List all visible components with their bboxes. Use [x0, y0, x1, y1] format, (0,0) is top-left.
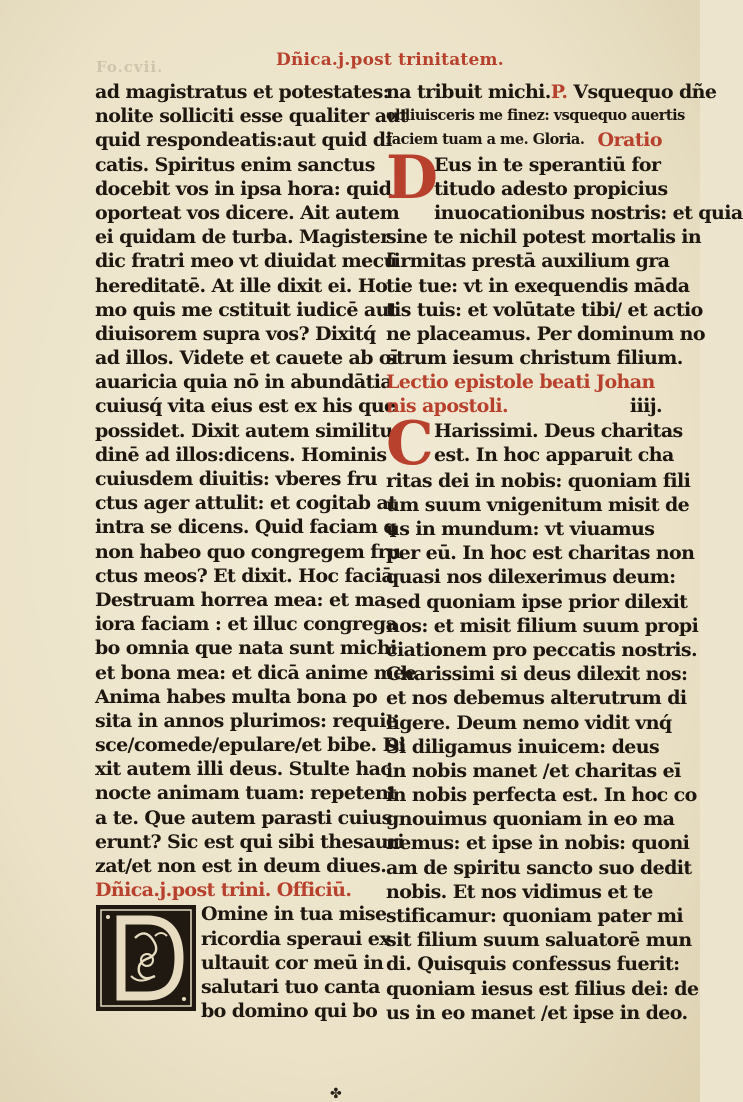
- text-line: Omine in tua mise: [201, 903, 387, 926]
- text-line: zat/et non est in deum diues.: [95, 855, 387, 877]
- right-column: [386, 80, 743, 1025]
- text-line: dinē ad illos:dicens. Hominis: [95, 443, 387, 466]
- text-line: bo domino qui bo: [201, 1000, 378, 1023]
- text-line: ciationem pro peccatis nostris.: [386, 638, 697, 661]
- text-line: ricordia speraui ex: [201, 927, 390, 950]
- text-line: dic fratri meo vt diuidat mecū: [95, 250, 397, 273]
- text-line: di. Quisquis confessus fuerit:: [386, 953, 680, 976]
- text-line: inuocationibus nostris: et quia: [434, 201, 743, 224]
- text-line: nemus: et ipse in nobis: quoni: [386, 832, 690, 855]
- text-line: Destruam horrea mea: et ma: [95, 588, 386, 611]
- text-line: cuiusq́ vita eius est ex his que: [95, 395, 396, 418]
- text-line: ritas dei in nobis: quoniam fili: [386, 469, 691, 492]
- text-line: intra se dicens. Quid faciam q: [95, 516, 397, 539]
- text-line: strum iesum christum filium.: [386, 347, 683, 370]
- epistle-block: [386, 408, 699, 1025]
- psalm-marker: P.: [550, 81, 568, 103]
- introit-continuation: na tribuit michi.P. Vsquequo dñe: [386, 81, 717, 103]
- rubric-oratio: Oratio: [597, 129, 662, 152]
- text-line: ei quidam de turba. Magister: [95, 226, 390, 249]
- text-line: am de spiritu sancto suo dedit: [386, 856, 692, 879]
- running-head: Dñica.j.post trinitatem.: [276, 50, 504, 70]
- text-line: tie tue: vt in exequendis māda: [386, 274, 690, 297]
- text-line: nobis. Et nos vidimus et te: [386, 880, 653, 903]
- bottom-ornament-icon: ✤: [330, 1086, 342, 1102]
- leaf-number: iiij.: [629, 395, 662, 418]
- text-line: titudo adesto propicius: [434, 177, 668, 200]
- text-line: nocte animam tuam: repetent: [95, 782, 397, 805]
- rubric-lectio: Lectio epistole beati Johan: [386, 371, 655, 394]
- text-line: quoniam iesus est filius dei: de: [386, 977, 699, 1000]
- text-line: Harissimi. Deus charitas: [434, 419, 683, 442]
- text-line: nolite solliciti esse qualiter aut: [95, 105, 408, 128]
- text-line: Eus in te sperantiū for: [434, 153, 661, 176]
- lectio-line-2: nis apostoli. iiij.: [386, 395, 662, 418]
- text-line: in nobis perfecta est. In hoc co: [386, 784, 697, 807]
- text-line: um suum vnigenitum misit de: [386, 493, 690, 516]
- rubricated-initial-d: D: [386, 142, 438, 213]
- text-line: erunt? Sic est qui sibi thesauri: [95, 830, 405, 853]
- collect-text: [386, 225, 705, 370]
- left-body-text: [95, 80, 417, 878]
- text-line: ctus ager attulit: et cogitab at: [95, 492, 397, 515]
- text-line: per eū. In hoc est charitas non: [386, 542, 695, 565]
- text-line: possidet. Dixit autem similitu: [95, 419, 393, 442]
- text-line: ultauit cor meū in: [201, 951, 384, 974]
- text-line: auaricia quia nō in abundātia: [95, 371, 393, 394]
- text-line: et bona mea: et dicā anime mee: [95, 661, 417, 684]
- introit-block: [95, 902, 390, 1023]
- text-line: ad illos. Videte et cauete ab oī: [95, 347, 398, 370]
- text-line: catis. Spiritus enim sanctus: [95, 153, 375, 176]
- text-line: ne placeamus. Per dominum no: [386, 322, 705, 345]
- text-line: sed quoniam ipse prior dilexit: [386, 590, 688, 613]
- show-through-text: Fo.cvii.: [96, 58, 164, 76]
- text-line: us in mundum: vt viuamus: [386, 518, 655, 540]
- text-line: sce/comede/epulare/et bibe. Di: [95, 734, 406, 757]
- text-line: stificamur: quoniam pater mi: [386, 905, 683, 927]
- text-line: salutari tuo canta: [201, 975, 380, 998]
- psalm-verse-line: obliuisceris me finez: vsquequo auertis: [386, 107, 685, 125]
- text-line: iora faciam : et illuc congrega: [95, 613, 398, 636]
- epistle-text: [386, 469, 699, 1025]
- text-line: Anima habes multa bona po: [95, 685, 378, 708]
- text-line: cuiusdem diuitis: vberes fru: [95, 468, 378, 490]
- text-line: quasi nos dilexerimus deum:: [386, 566, 676, 589]
- text-line: quid respondeatis:aut quid di: [95, 129, 393, 152]
- text-line: sit filium suum saluatorē mun: [386, 929, 692, 952]
- text-line: sita in annos plurimos: requie: [95, 709, 398, 732]
- text-line: ad magistratus et potestates:: [95, 81, 390, 103]
- text-line: tis tuis: et volūtate tibi/ et actio: [386, 298, 703, 321]
- text-line: a te. Que autem parasti cuius: [95, 806, 392, 829]
- text-line: us in eo manet /et ipse in deo.: [386, 1001, 688, 1024]
- rubricated-initial-c: C: [386, 408, 434, 479]
- text-line: Si diligamus inuicem: deus: [386, 735, 660, 758]
- text-line: diuisorem supra vos? Dixitq́: [95, 322, 376, 345]
- text-line: bo omnia que nata sunt michi: [95, 637, 397, 660]
- text-line: in nobis manet /et charitas eī: [386, 759, 681, 782]
- left-column: [95, 80, 417, 1023]
- text-line: ctus meos? Et dixit. Hoc faciā: [95, 564, 394, 587]
- text-line: sine te nichil potest mortalis in: [386, 226, 702, 249]
- text-line: non habeo quo congregem fru: [95, 540, 401, 563]
- text-line: firmitas prestā auxilium gra: [386, 250, 670, 273]
- text-line: nos: et misit filium suum propi: [386, 614, 699, 637]
- text-line: hereditatē. At ille dixit ei. Ho: [95, 274, 388, 297]
- text-line: ligere. Deum nemo vidit vnq́: [386, 711, 672, 734]
- text-line: et nos debemus alterutrum di: [386, 687, 687, 710]
- collect-block: [386, 142, 743, 371]
- text-line: mo quis me cstituit iudicē aut: [95, 298, 397, 321]
- text-line: oporteat vos dicere. Ait autem: [95, 201, 400, 224]
- text-line: gnouimus quoniam in eo ma: [386, 808, 675, 831]
- woodcut-initial-d-icon: [95, 904, 197, 1012]
- gloria-line: faciem tuam a me. Gloria. Oratio: [386, 129, 662, 152]
- rubric-introit: Dñica.j.post trini. Officiū.: [95, 879, 352, 902]
- text-line: Charissimi si deus dilexit nos:: [386, 663, 688, 686]
- text-line: xit autem illi deus. Stulte hac: [95, 758, 392, 781]
- text-line: docebit vos in ipsa hora: quid: [95, 177, 392, 200]
- text-line: est. In hoc apparuit cha: [434, 443, 674, 466]
